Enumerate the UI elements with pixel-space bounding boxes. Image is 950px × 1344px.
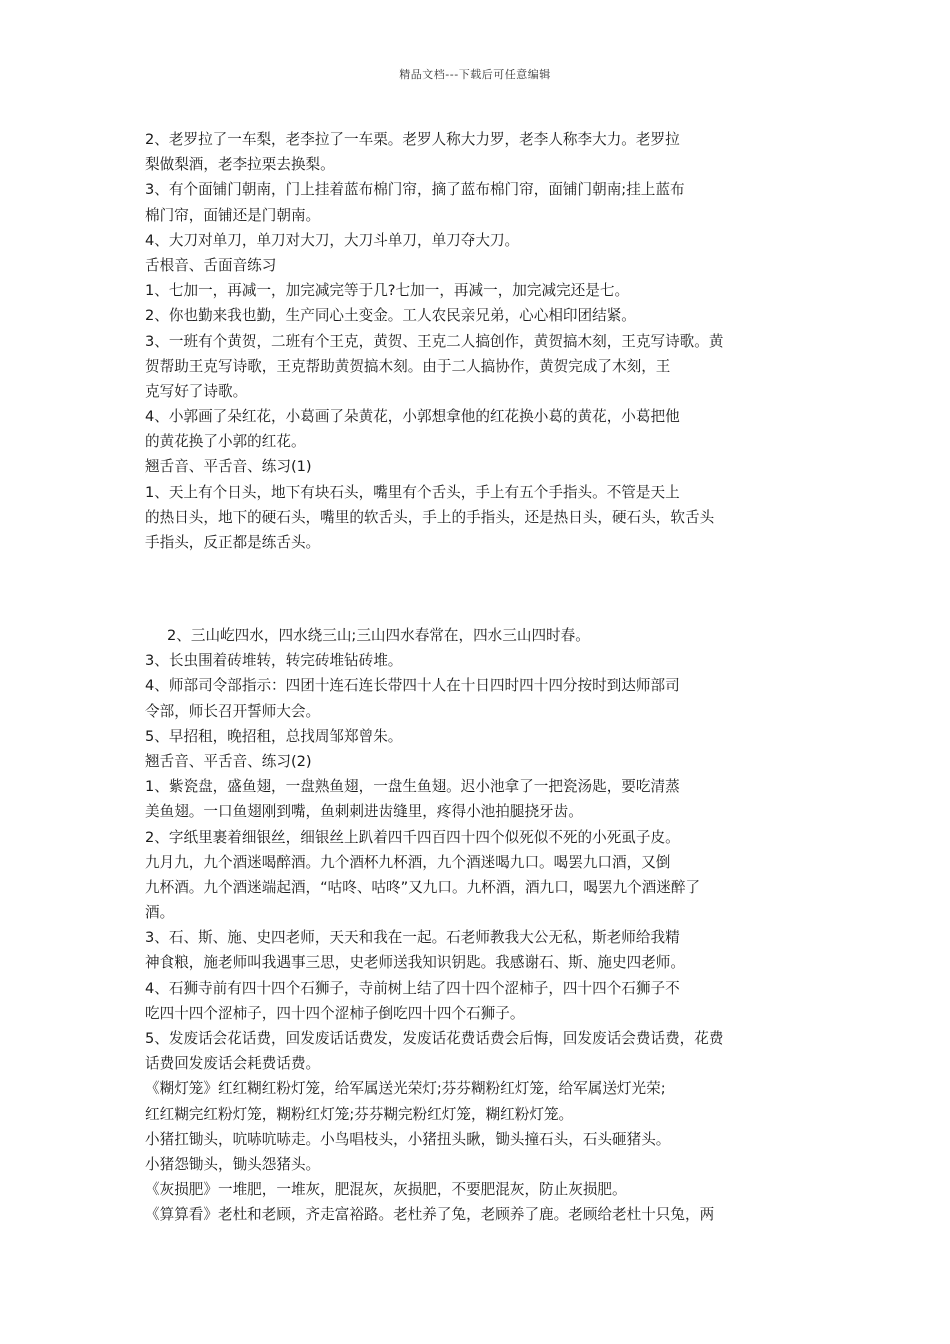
text-line: 九月九，九个酒迷喝醉酒。九个酒杯九杯酒，九个酒迷喝九口。喝罢九口酒，又倒 <box>145 853 671 871</box>
text-line: 贺帮助王克写诗歌，王克帮助黄贺搞木刻。由于二人搞协作，黄贺完成了木刻，王 <box>145 357 671 375</box>
text-line: 3、有个面铺门朝南，门上挂着蓝布棉门帘，摘了蓝布棉门帘，面铺门朝南;挂上蓝布 <box>145 181 685 199</box>
section-heading: 翘舌音、平舌音、练习(1) <box>145 458 312 476</box>
text-block-2 <box>145 623 815 1228</box>
text-line: 3、石、斯、施、史四老师，天天和我在一起。石老师教我大公无私，斯老师给我精 <box>145 929 680 947</box>
text-line: 2、三山屹四水，四水绕三山;三山四水春常在，四水三山四时春。 <box>167 627 590 644</box>
text-line: 4、石狮寺前有四十四个石狮子，寺前树上结了四十四个涩柿子，四十四个石狮子不 <box>145 979 680 997</box>
text-line: 梨做梨酒，老李拉栗去换梨。 <box>145 156 335 174</box>
text-line: 4、大刀对单刀，单刀对大刀，大刀斗单刀，单刀夺大刀。 <box>145 231 520 249</box>
text-line: 《糊灯笼》红红糊红粉灯笼，给军属送光荣灯;芬芬糊粉红灯笼，给军属送灯光荣; <box>145 1080 666 1098</box>
text-line: 4、师部司令部指示：四团十连石连长带四十人在十日四时四十四分按时到达师部司 <box>145 677 680 695</box>
text-line: 吃四十四个涩柿子，四十四个涩柿子倒吃四十四个石狮子。 <box>145 1004 525 1022</box>
text-line: 小猪怨锄头，锄头怨猪头。 <box>145 1155 321 1173</box>
text-line: 1、天上有个日头，地下有块石头，嘴里有个舌头，手上有五个手指头。不管是天上 <box>145 483 680 501</box>
text-line: 1、紫瓷盘，盛鱼翅，一盘熟鱼翅，一盘生鱼翅。迟小池拿了一把瓷汤匙，要吃清蒸 <box>145 778 680 796</box>
text-line: 酒。 <box>145 904 175 922</box>
text-line: 神食粮，施老师叫我遇事三思，史老师送我知识钥匙。我感谢石、斯、施史四老师。 <box>145 954 685 972</box>
text-line: 红红糊完红粉灯笼，糊粉红灯笼;芬芬糊完粉红灯笼，糊红粉灯笼。 <box>145 1105 574 1123</box>
text-line: 《算算看》老杜和老顾，齐走富裕路。老杜养了兔，老顾养了鹿。老顾给老杜十只兔，两 <box>145 1206 715 1224</box>
text-line: 5、早招租，晚招租，总找周邹郑曾朱。 <box>145 727 403 745</box>
text-line: 4、小郭画了朵红花，小葛画了朵黄花，小郭想拿他的红花换小葛的黄花，小葛把他 <box>145 408 680 426</box>
page-header: 精品文档---下载后可任意编辑 <box>399 68 551 81</box>
text-line: 的黄花换了小郭的红花。 <box>145 433 306 451</box>
text-line: 美鱼翅。一口鱼翅刚到嘴，鱼刺刺进齿缝里，疼得小池拍腿挠牙齿。 <box>145 803 583 821</box>
text-line: 的热日头，地下的硬石头，嘴里的软舌头，手上的手指头，还是热日头，硬石头，软舌头 <box>145 508 715 526</box>
text-line: 九杯酒。九个酒迷端起酒，“咕咚、咕咚”又九口。九杯酒，酒九口，喝罢九个酒迷醉了 <box>145 878 701 896</box>
text-line: 克写好了诗歌。 <box>145 382 248 400</box>
text-line: 3、长虫围着砖堆转，转完砖堆钻砖堆。 <box>145 652 403 670</box>
text-block-1 <box>145 127 815 555</box>
text-line: 1、七加一，再减一，加完减完等于几?七加一，再减一，加完减完还是七。 <box>145 282 630 300</box>
text-line: 手指头，反正都是练舌头。 <box>145 534 321 551</box>
text-line: 2、老罗拉了一车梨，老李拉了一车栗。老罗人称大力罗，老李人称李大力。老罗拉 <box>145 131 680 148</box>
text-line: 2、你也勤来我也勤，生产同心土变金。工人农民亲兄弟，心心相印团结紧。 <box>145 307 636 325</box>
text-line: 2、字纸里裹着细银丝，细银丝上趴着四千四百四十四个似死似不死的小死虱子皮。 <box>145 828 680 846</box>
text-line: 小猪扛锄头，吭哧吭哧走。小鸟唱枝头，小猪扭头瞅，锄头撞石头，石头砸猪头。 <box>145 1130 671 1148</box>
text-line: 5、发废话会花话费，回发废话话费发，发废话花费话费会后悔，回发废话会费话费，花费 <box>145 1030 724 1047</box>
section-heading: 翘舌音、平舌音、练习(2) <box>145 752 312 770</box>
text-line: 3、一班有个黄贺，二班有个王克，黄贺、王克二人搞创作，黄贺搞木刻，王克写诗歌。黄 <box>145 332 724 350</box>
text-line: 令部，师长召开誓师大会。 <box>145 702 321 720</box>
text-line: 《灰损肥》一堆肥，一堆灰，肥混灰，灰损肥，不要肥混灰，防止灰损肥。 <box>145 1181 627 1199</box>
section-heading: 舌根音、舌面音练习 <box>145 256 277 274</box>
text-line: 话费回发废话会耗费话费。 <box>145 1055 321 1073</box>
text-line: 棉门帘，面铺还是门朝南。 <box>145 206 321 224</box>
